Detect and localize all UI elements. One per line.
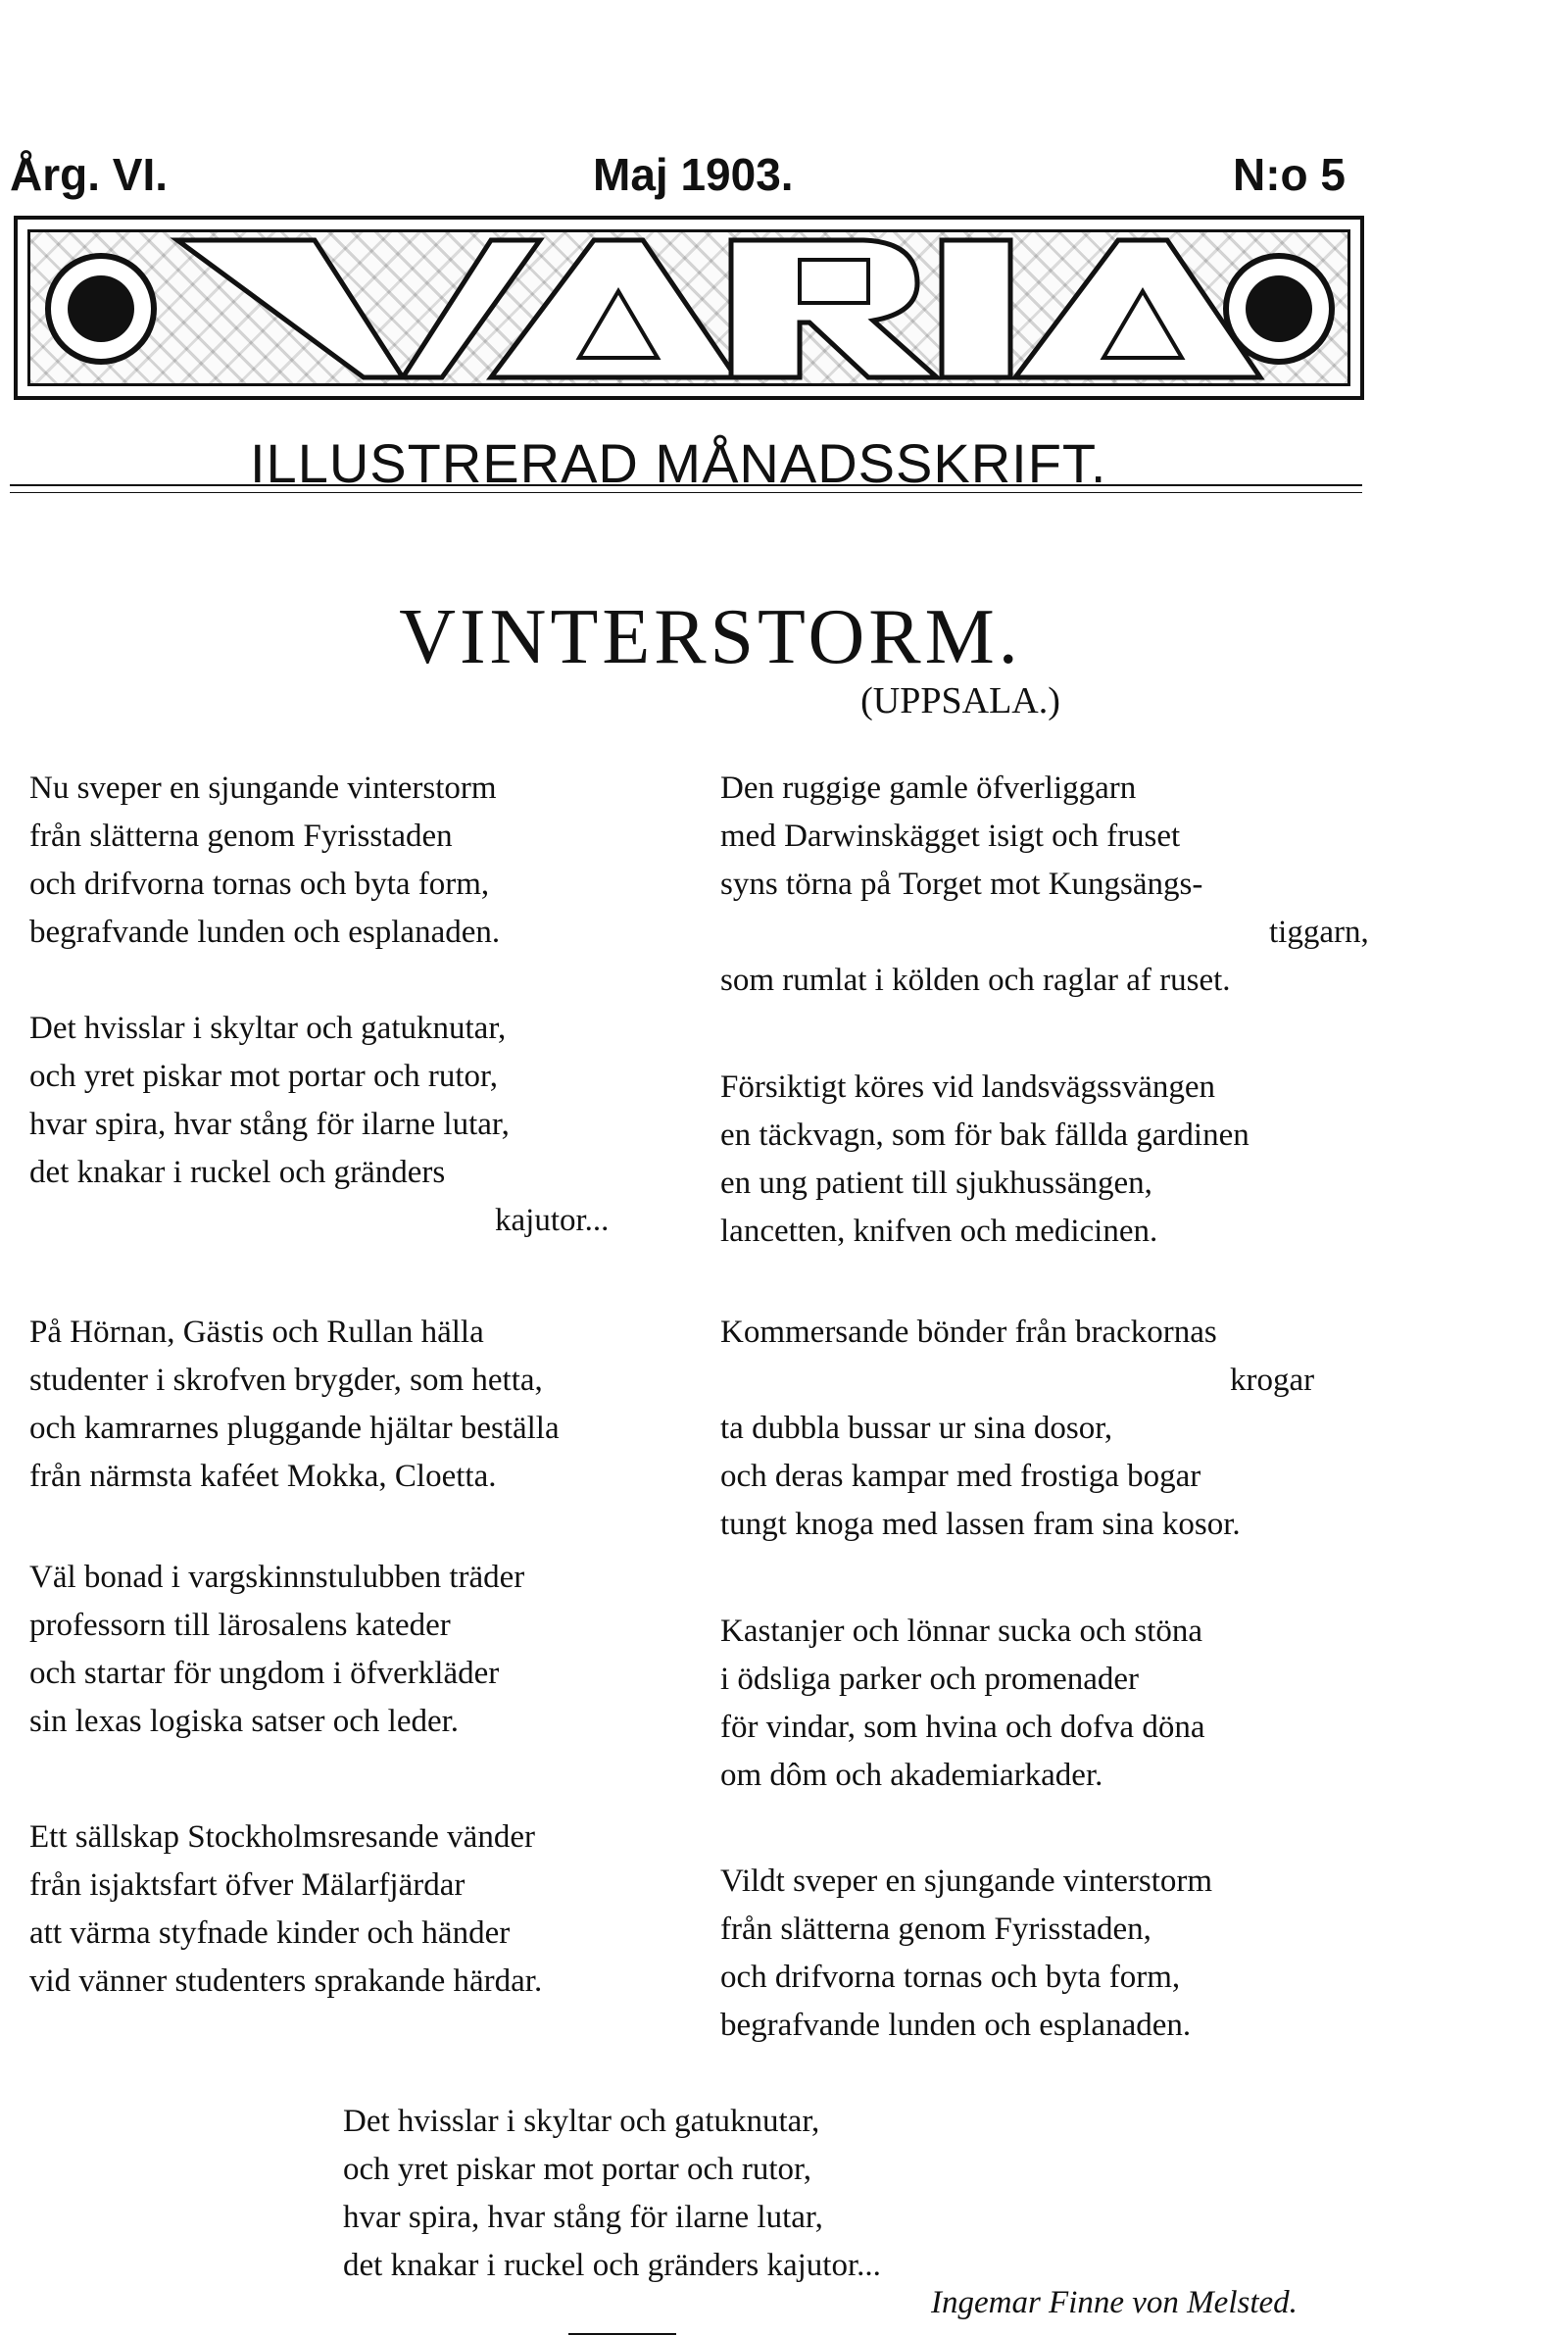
poem-line: tungt knoga med lassen fram sina kosor. — [720, 1507, 1241, 1542]
magazine-subtitle: ILLUSTRERAD MÅNADSSKRIFT. — [250, 432, 1107, 494]
poem-line: i ödsliga parker och promenader — [720, 1662, 1140, 1697]
issue-date: Maj 1903. — [593, 149, 794, 200]
poem-line: Väl bonad i vargskinnstulubben träder — [29, 1560, 525, 1595]
poem-line: syns törna på Torget mot Kungsängs- — [720, 867, 1203, 902]
final-stanza — [343, 2098, 881, 2290]
poem-line: sin lexas logiska satser och leder. — [29, 1704, 460, 1739]
masthead-letter-i — [942, 240, 1010, 377]
poem-line: och yret piskar mot portar och rutor, — [29, 1059, 498, 1094]
poem-line: och startar för ungdom i öfverkläder — [29, 1656, 500, 1691]
poem-line: som rumlat i kölden och raglar af ruset. — [720, 963, 1231, 998]
poem-line: för vindar, som hvina och dofva döna — [720, 1710, 1205, 1745]
poem-place: (UPPSALA.) — [860, 680, 1060, 721]
left-stanza-4 — [29, 1554, 524, 1746]
poem-line: begrafvande lunden och esplanaden. — [29, 915, 501, 950]
poem-line: lancetten, knifven och medicinen. — [720, 1214, 1158, 1249]
right-stanza-5 — [720, 1858, 1212, 2050]
bottom-rule — [568, 2333, 676, 2335]
right-stanza-3 — [720, 1309, 1314, 1549]
left-stanza-3 — [29, 1309, 560, 1501]
poem-title: VINTERSTORM. — [399, 594, 1022, 680]
poem-line: På Hörnan, Gästis och Rullan hälla — [29, 1315, 484, 1350]
left-stanza-5 — [29, 1814, 542, 2006]
left-stanza-1 — [29, 765, 500, 957]
poem-line: hvar spira, hvar stång för ilarne lutar, — [29, 1107, 510, 1142]
poem-line: studenter i skrofven brygder, som hetta, — [29, 1363, 543, 1398]
poem-line: från isjaktsfart öfver Mälarfjärdar — [29, 1867, 466, 1903]
subtitle-rule — [10, 484, 1362, 486]
poem-line: och deras kampar med frostiga bogar — [720, 1459, 1201, 1494]
poem-line: från närmsta kaféet Mokka, Cloetta. — [29, 1459, 497, 1494]
poem-line: och drifvorna tornas och byta form, — [29, 867, 490, 902]
poem-line: en täckvagn, som för bak fällda gardinen — [720, 1118, 1250, 1153]
poem-line: hvar spira, hvar stång för ilarne lutar, — [343, 2200, 823, 2235]
poem-line: det knakar i ruckel och gränders kajutor... — [343, 2248, 881, 2283]
masthead-banner — [14, 216, 1364, 400]
volume-label: Årg. VI. — [10, 149, 169, 200]
right-stanza-1 — [720, 765, 1369, 1005]
poem-line-continuation: kajutor... — [495, 1203, 610, 1238]
poem-line: professorn till lärosalens kateder — [29, 1608, 451, 1643]
poem-line: Det hvisslar i skyltar och gatuknutar, — [343, 2104, 820, 2139]
poem-line: Vildt sveper en sjungande vinterstorm — [720, 1864, 1213, 1899]
left-disc-center-icon — [68, 275, 134, 342]
right-disc-center-icon — [1246, 275, 1312, 342]
subtitle-rule-2 — [10, 492, 1362, 493]
poem-line: med Darwinskägget isigt och fruset — [720, 819, 1181, 854]
issue-number: N:o 5 — [1233, 149, 1346, 200]
masthead-letter-r — [731, 240, 937, 377]
poem-line: Kastanjer och lönnar sucka och stöna — [720, 1614, 1203, 1649]
poem-line: vid vänner studenters sprakande härdar. — [29, 1963, 543, 1999]
left-stanza-2 — [29, 1005, 609, 1245]
poem-line: från slätterna genom Fyrisstaden, — [720, 1912, 1152, 1947]
poem-line: en ung patient till sjukhussängen, — [720, 1166, 1152, 1201]
poem-line: och drifvorna tornas och byta form, — [720, 1960, 1181, 1995]
poem-line: det knakar i ruckel och gränders — [29, 1155, 446, 1190]
poem-line: ta dubbla bussar ur sina dosor, — [720, 1411, 1113, 1446]
masthead-logo — [30, 232, 1349, 385]
poem-line: Den ruggige gamle öfverliggarn — [720, 770, 1137, 806]
masthead-ornament — [27, 229, 1350, 386]
poem-line: att värma styfnade kinder och händer — [29, 1915, 511, 1951]
poem-line-continuation: krogar — [1230, 1363, 1315, 1398]
poem-line: från slätterna genom Fyrisstaden — [29, 819, 453, 854]
author-signature: Ingemar Finne von Melsted. — [931, 2285, 1298, 2320]
poem-line: Försiktigt köres vid landsvägssvängen — [720, 1069, 1216, 1105]
poem-line: Nu sveper en sjungande vinterstorm — [29, 770, 497, 806]
poem-line: Kommersande bönder från brackornas — [720, 1315, 1217, 1350]
poem-line: om dôm och akademiarkader. — [720, 1758, 1103, 1793]
poem-line: Ett sällskap Stockholmsresande vänder — [29, 1819, 535, 1855]
poem-line: och kamrarnes pluggande hjältar beställa — [29, 1411, 560, 1446]
poem-line-continuation: tiggarn, — [1269, 915, 1369, 950]
poem-line: begrafvande lunden och esplanaden. — [720, 2008, 1192, 2043]
masthead-letter-v — [177, 240, 540, 377]
poem-line: Det hvisslar i skyltar och gatuknutar, — [29, 1011, 507, 1046]
right-stanza-2 — [720, 1064, 1250, 1256]
right-stanza-4 — [720, 1608, 1204, 1800]
poem-line: och yret piskar mot portar och rutor, — [343, 2152, 811, 2187]
